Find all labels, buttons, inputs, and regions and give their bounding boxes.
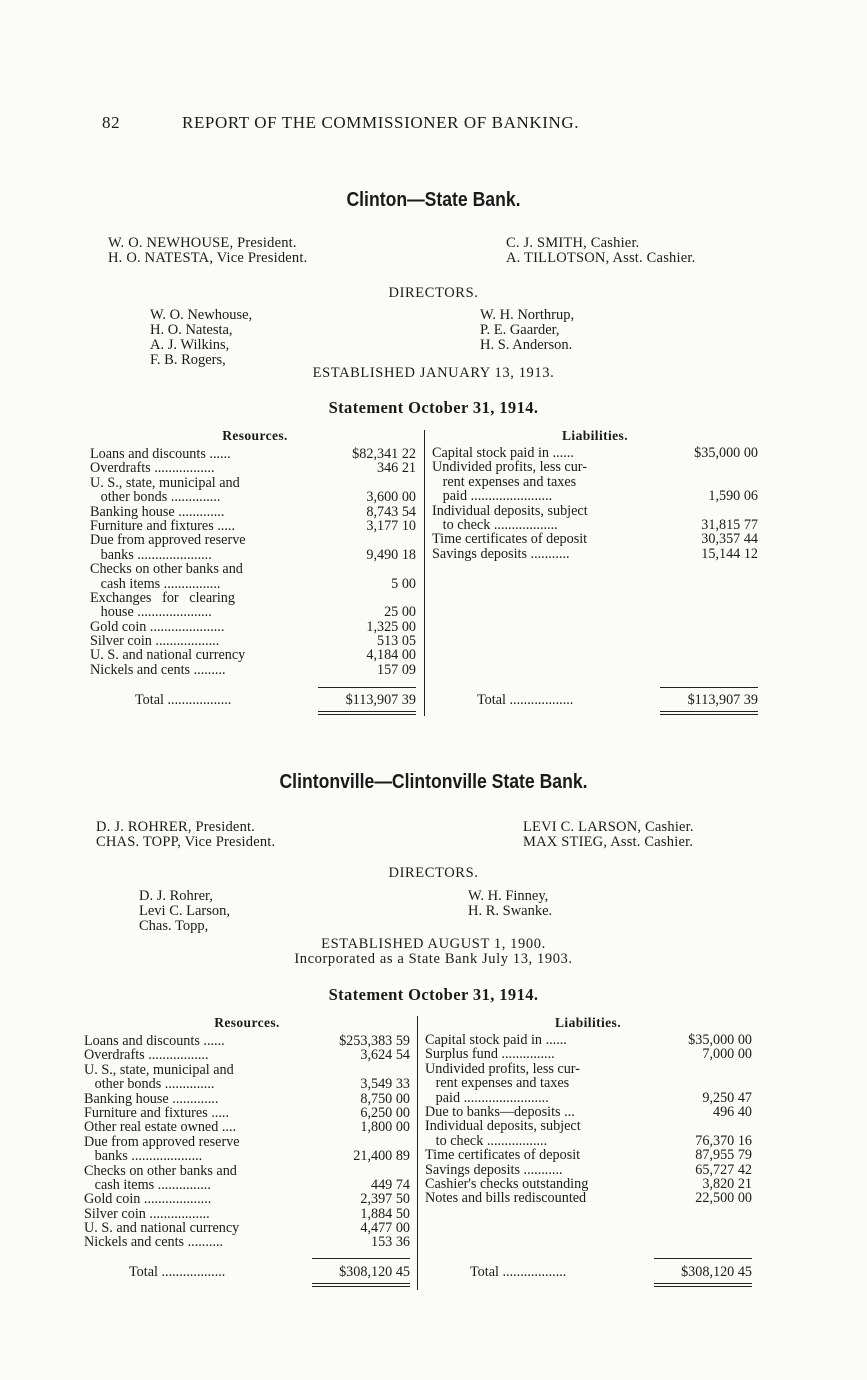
officer: W. O. NEWHOUSE, President. (108, 235, 297, 251)
resource-row (90, 605, 416, 619)
director: P. E. Gaarder, (480, 322, 560, 338)
line-item-amount: 76,370 16 (695, 1132, 752, 1149)
line-item-amount: 346 21 (376, 460, 416, 477)
director: Levi C. Larson, (139, 903, 231, 919)
liabilities-heading: Liabilities. (562, 428, 628, 443)
line-item-label: Surplus fund ............... (425, 1046, 555, 1063)
total-double-rule (318, 711, 416, 715)
line-item-amount: $35,000 00 (688, 1032, 752, 1048)
total-double-rule (312, 1283, 410, 1287)
line-item-amount: 25 00 (384, 604, 416, 621)
officer: MAX STIEG, Asst. Cashier. (523, 834, 694, 850)
running-header (102, 113, 702, 133)
resource-row (84, 1192, 410, 1206)
line-item-amount: 3,624 54 (360, 1047, 410, 1064)
line-item-label: Furniture and fixtures ..... (90, 517, 235, 534)
resource-row (84, 1178, 410, 1192)
line-item-amount: 65,727 42 (695, 1161, 752, 1178)
resource-row (90, 620, 416, 634)
resources-heading: Resources. (222, 428, 288, 443)
line-item-label: Gold coin ................... (84, 1191, 212, 1208)
line-item-label: rent expenses and taxes (425, 1075, 570, 1092)
director: F. B. Rogers, (150, 352, 226, 368)
resources-total-label: Total .................. (129, 1264, 226, 1280)
line-item-label: paid ....................... (432, 488, 553, 505)
line-item-label: U. S. and national currency (84, 1220, 240, 1237)
resource-row (84, 1221, 410, 1235)
line-item-label: Banking house ............. (84, 1090, 219, 1107)
liability-row (425, 1033, 752, 1047)
line-item-label: Capital stock paid in ...... (432, 445, 574, 461)
line-item-amount: 15,144 12 (701, 545, 758, 562)
statement-title: Statement October 31, 1914. (328, 985, 539, 1004)
line-item-label: Loans and discounts ...... (90, 446, 231, 462)
line-item-amount: 9,250 47 (702, 1089, 752, 1106)
sum-rule (654, 1258, 752, 1259)
director: H. R. Swanke. (468, 903, 553, 919)
line-item-label: Overdrafts ................. (84, 1047, 209, 1064)
resource-row (84, 1164, 410, 1178)
line-item-label: Individual deposits, subject (425, 1118, 581, 1135)
directors-right (480, 308, 574, 353)
liabilities-total-label: Total .................. (477, 692, 574, 708)
incorporated-line: Incorporated as a State Bank July 13, 1903. (294, 951, 573, 967)
line-item-label: Cashier's checks outstanding (425, 1175, 589, 1192)
directors-heading: DIRECTORS. (388, 285, 479, 301)
line-item-amount: 513 05 (376, 633, 416, 650)
line-item-label: Loans and discounts ...... (84, 1033, 225, 1049)
line-item-amount: 22,500 00 (695, 1190, 752, 1207)
resource-row (90, 461, 416, 475)
established-line: ESTABLISHED JANUARY 13, 1913. (312, 365, 555, 381)
line-item-label: Due from approved reserve (90, 532, 246, 549)
line-item-amount: 5 00 (391, 575, 416, 592)
director: W. H. Finney, (468, 888, 549, 904)
liabilities-list (425, 1033, 752, 1206)
line-item-label: Checks on other banks and (84, 1162, 237, 1179)
line-item-label: Notes and bills rediscounted (425, 1190, 587, 1207)
line-item-label: Savings deposits ........... (425, 1161, 563, 1178)
line-item-label: cash items ............... (84, 1176, 211, 1193)
resource-row (84, 1235, 410, 1249)
liabilities-list (432, 446, 758, 561)
line-item-label: Individual deposits, subject (432, 502, 588, 519)
line-item-label: to check .................. (432, 516, 558, 533)
director: H. O. Natesta, (150, 322, 233, 338)
liability-row (432, 446, 758, 460)
director: W. O. Newhouse, (150, 307, 253, 323)
line-item-amount: 157 09 (376, 661, 416, 678)
resources-total: $113,907 39 (345, 692, 416, 708)
line-item-amount: 7,000 00 (702, 1046, 752, 1063)
liability-row (432, 518, 758, 532)
line-item-label: Other real estate owned .... (84, 1119, 237, 1136)
directors-right (468, 889, 552, 919)
line-item-label: U. S., state, municipal and (84, 1061, 234, 1078)
line-item-label: banks ..................... (90, 546, 212, 563)
liability-row (432, 532, 758, 546)
line-item-amount: 2,397 50 (360, 1191, 410, 1208)
line-item-label: Banking house ............. (90, 503, 225, 520)
line-item-amount: 8,743 54 (366, 503, 416, 520)
line-item-label: Undivided profits, less cur- (432, 459, 587, 476)
officers-left (108, 236, 307, 266)
resources-total: $308,120 45 (339, 1264, 410, 1280)
director: D. J. Rohrer, (139, 888, 213, 904)
officer: C. J. SMITH, Cashier. (506, 235, 640, 251)
line-item-amount: 1,590 06 (708, 488, 758, 505)
officers-right (523, 820, 694, 850)
resources-list (90, 447, 416, 677)
line-item-amount: 153 36 (370, 1234, 410, 1251)
resource-row (90, 663, 416, 677)
running-header-title: REPORT OF THE COMMISSIONER OF BANKING. (182, 113, 580, 132)
line-item-amount: 31,815 77 (701, 516, 758, 533)
liability-row (425, 1119, 752, 1133)
resource-row (90, 634, 416, 648)
resource-row (90, 519, 416, 533)
line-item-label: Silver coin ................. (84, 1205, 210, 1222)
resource-row (84, 1207, 410, 1221)
bank-title: Clinton—State Bank. (346, 189, 521, 211)
line-item-amount: 30,357 44 (701, 531, 758, 548)
liabilities-total: $113,907 39 (687, 692, 758, 708)
line-item-label: Nickels and cents .......... (84, 1234, 224, 1251)
liability-row (425, 1047, 752, 1061)
line-item-amount: 6,250 00 (360, 1104, 410, 1121)
resource-row (90, 490, 416, 504)
resource-row (90, 562, 416, 576)
resource-row (90, 591, 416, 605)
line-item-label: Gold coin ..................... (90, 618, 225, 635)
line-item-amount: 1,800 00 (360, 1119, 410, 1136)
line-item-label: Due to banks—deposits ... (425, 1103, 575, 1120)
line-item-amount: 4,477 00 (360, 1220, 410, 1237)
officer: LEVI C. LARSON, Cashier. (523, 819, 694, 835)
total-double-rule (660, 711, 758, 715)
line-item-label: other bonds .............. (84, 1076, 215, 1093)
line-item-label: to check ................. (425, 1132, 548, 1149)
line-item-amount: 3,820 21 (702, 1175, 752, 1192)
line-item-label: Time certificates of deposit (425, 1147, 581, 1164)
line-item-label: banks .................... (84, 1148, 203, 1165)
line-item-label: Nickels and cents ......... (90, 661, 226, 678)
resource-row (90, 447, 416, 461)
officer: CHAS. TOPP, Vice President. (96, 834, 276, 850)
line-item-amount: 3,177 10 (366, 517, 416, 534)
director: A. J. Wilkins, (150, 337, 230, 353)
total-double-rule (654, 1283, 752, 1287)
resource-row (84, 1063, 410, 1077)
liability-row (425, 1076, 752, 1090)
page-number: 82 (102, 113, 121, 132)
liability-row (432, 460, 758, 474)
resource-row (84, 1092, 410, 1106)
resource-row (84, 1034, 410, 1048)
column-divider (417, 1016, 418, 1290)
line-item-label: house ..................... (90, 604, 212, 621)
line-item-label: Overdrafts ................. (90, 460, 215, 477)
line-item-label: U. S. and national currency (90, 647, 246, 664)
line-item-label: rent expenses and taxes (432, 473, 577, 490)
resources-total-label: Total .................. (135, 692, 232, 708)
officer: A. TILLOTSON, Asst. Cashier. (506, 250, 696, 266)
liabilities-total-label: Total .................. (470, 1264, 567, 1280)
directors-heading: DIRECTORS. (388, 865, 479, 881)
resource-row (90, 548, 416, 562)
line-item-label: Capital stock paid in ...... (425, 1032, 567, 1048)
line-item-label: other bonds .............. (90, 489, 221, 506)
resource-row (90, 476, 416, 490)
resources-heading: Resources. (214, 1015, 280, 1030)
director: H. S. Anderson. (480, 337, 573, 353)
statement-title: Statement October 31, 1914. (328, 398, 539, 417)
line-item-amount: 496 40 (712, 1103, 752, 1120)
line-item-label: Exchanges for clearing (90, 589, 235, 606)
liability-row (425, 1062, 752, 1076)
line-item-amount: 3,549 33 (360, 1076, 410, 1093)
resource-row (84, 1077, 410, 1091)
liability-row (432, 475, 758, 489)
line-item-amount: 87,955 79 (695, 1147, 752, 1164)
line-item-amount: $82,341 22 (352, 446, 416, 462)
line-item-label: Silver coin .................. (90, 633, 220, 650)
officer: D. J. ROHRER, President. (96, 819, 256, 835)
liability-row (425, 1163, 752, 1177)
established-line: ESTABLISHED AUGUST 1, 1900. (321, 936, 546, 952)
column-divider (424, 430, 425, 716)
line-item-label: Checks on other banks and (90, 561, 243, 578)
bank-title: Clintonville—Clintonville State Bank. (279, 771, 588, 793)
liability-row (425, 1091, 752, 1105)
resource-row (84, 1106, 410, 1120)
line-item-label: Due from approved reserve (84, 1133, 240, 1150)
line-item-label: Time certificates of deposit (432, 531, 588, 548)
liability-row (432, 504, 758, 518)
directors-left (150, 308, 252, 368)
resource-row (84, 1120, 410, 1134)
liability-row (432, 547, 758, 561)
resources-list (84, 1034, 410, 1250)
liabilities-heading: Liabilities. (555, 1015, 621, 1030)
line-item-label: Furniture and fixtures ..... (84, 1104, 229, 1121)
line-item-label: U. S., state, municipal and (90, 474, 240, 491)
line-item-amount: 4,184 00 (366, 647, 416, 664)
officers-left (96, 820, 275, 850)
liability-row (425, 1191, 752, 1205)
resource-row (90, 533, 416, 547)
line-item-amount: 3,600 00 (366, 489, 416, 506)
line-item-amount: 449 74 (370, 1176, 410, 1193)
resource-row (90, 505, 416, 519)
line-item-amount: 1,884 50 (360, 1205, 410, 1222)
officer: H. O. NATESTA, Vice President. (108, 250, 308, 266)
officers-right (506, 236, 695, 266)
liability-row (425, 1134, 752, 1148)
line-item-amount: 1,325 00 (366, 618, 416, 635)
sum-rule (318, 687, 416, 688)
liability-row (425, 1177, 752, 1191)
director: W. H. Northrup, (480, 307, 575, 323)
liability-row (425, 1105, 752, 1119)
resource-row (84, 1048, 410, 1062)
line-item-amount: 9,490 18 (366, 546, 416, 563)
liabilities-total: $308,120 45 (681, 1264, 752, 1280)
sum-rule (312, 1258, 410, 1259)
liability-row (432, 489, 758, 503)
line-item-amount: $35,000 00 (694, 445, 758, 461)
line-item-amount: 8,750 00 (360, 1090, 410, 1107)
resource-row (84, 1135, 410, 1149)
director: Chas. Topp, (139, 918, 209, 934)
resource-row (84, 1149, 410, 1163)
line-item-label: cash items ................ (90, 575, 221, 592)
liability-row (425, 1148, 752, 1162)
line-item-label: Savings deposits ........... (432, 545, 570, 562)
line-item-amount: 21,400 89 (353, 1148, 410, 1165)
sum-rule (660, 687, 758, 688)
line-item-amount: $253,383 59 (339, 1033, 410, 1049)
resource-row (90, 648, 416, 662)
line-item-label: Undivided profits, less cur- (425, 1060, 580, 1077)
directors-left (139, 889, 230, 934)
resource-row (90, 577, 416, 591)
line-item-label: paid ........................ (425, 1089, 549, 1106)
